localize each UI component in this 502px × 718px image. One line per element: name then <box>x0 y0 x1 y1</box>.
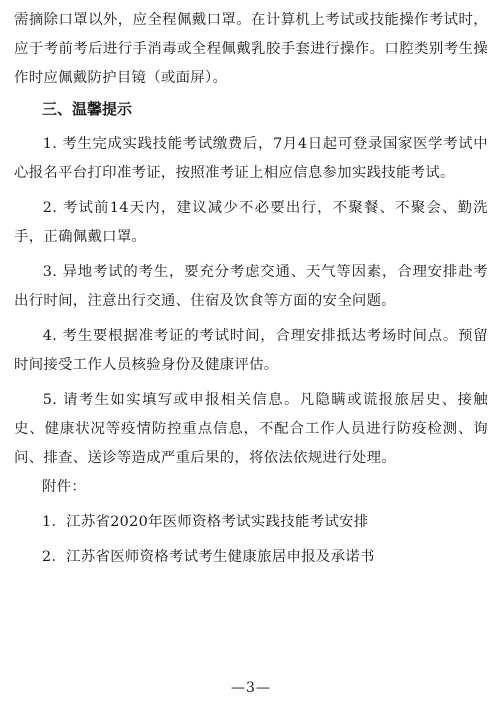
attachment-item-2: 2．江苏省医师资格考试考生健康旅居申报及承诺书 <box>42 549 375 565</box>
tip-item-2: 2. 考试前14天内，建议减少不必要出行，不聚餐、不聚会、勤洗手，正确佩戴口罩。 <box>14 200 488 245</box>
tip-item-5: 5. 请考生如实填写或申报相关信息。凡隐瞒或谎报旅居史、接触史、健康状况等疫情防控重点信息，不配合工作人员进行防疫检测、询问、排查、送诊等造成严重后果的，将依法依规进行处理。 <box>14 392 488 466</box>
tip-item-1: 1. 考生完成实践技能考试缴费后，7月4日起可登录国家医学考试中心报名平台打印准考证，按照准考证上相应信息参加实践技能考试。 <box>14 136 488 181</box>
continuation-paragraph: 需摘除口罩以外，应全程佩戴口罩。在计算机上考试或技能操作考试时，应于考前考后进行手消毒或全程佩戴乳胶手套进行操作。口腔类别考生操作时应佩戴防护目镜（或面屏）。 <box>14 12 488 86</box>
tip-item-4: 4. 考生要根据准考证的考试时间，合理安排抵达考场时间点。预留时间接受工作人员核验身份及健康评估。 <box>14 328 488 373</box>
attachments-label: 附件： <box>42 479 87 495</box>
section-heading: 三、温馨提示 <box>42 100 133 118</box>
attachment-item-1: 1．江苏省2020年医师资格考试实践技能考试安排 <box>42 514 369 530</box>
tip-item-3: 3. 异地考试的考生，要充分考虑交通、天气等因素，合理安排赴考出行时间，注意出行交通、住宿及饮食等方面的安全问题。 <box>14 264 488 309</box>
page-number: —3— <box>231 680 271 696</box>
